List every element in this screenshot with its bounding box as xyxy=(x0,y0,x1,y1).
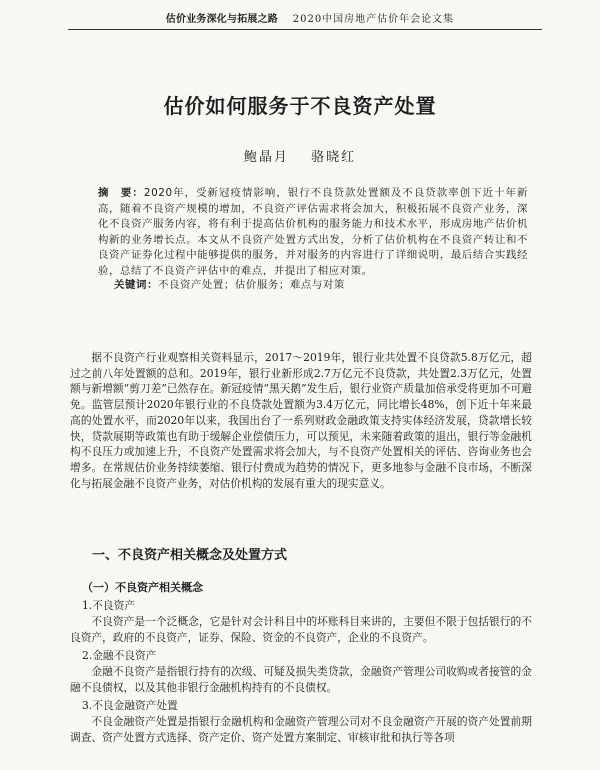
section-heading: 一、不良资产相关概念及处置方式 xyxy=(92,548,288,563)
header-section-title: 估价业务深化与拓展之路 xyxy=(165,14,278,25)
author-2: 骆晓红 xyxy=(311,150,357,165)
running-header xyxy=(0,0,600,30)
article-title: 估价如何服务于不良资产处置 xyxy=(163,94,437,118)
item-heading: 1.不良资产 xyxy=(82,599,135,612)
author-1: 鲍晶月 xyxy=(243,150,289,165)
abstract xyxy=(98,186,528,280)
article-authors xyxy=(60,146,540,165)
item-heading: 3.不良金融资产处置 xyxy=(82,699,178,712)
running-header-text xyxy=(100,10,520,25)
keywords xyxy=(114,278,534,293)
header-rule xyxy=(68,29,542,30)
item-paragraph: 不良资产是一个泛概念，它是针对会计科目中的坏账科目来讲的，主要但不限于包括银行的不良资产，政府的不良资产，证券、保险、资金的不良资产，企业的不良资产。 xyxy=(70,615,532,644)
item-heading: 2.金融不良资产 xyxy=(82,649,157,662)
intro-paragraph: 据不良资产行业观察相关资料显示，2017～2019年，银行业共处置不良贷款5.8万亿元，超过之前八年处置额的总和。2019年，银行业新形成2.7万亿元不良贷款，共处置2.3万亿元，处置额与新增额“剪刀差”已然存在。新冠疫情“黑天鹅”发生后，银行业资产质量加倍承受将更加不可避免。监管层预计2020年银行业的不良贷款处置额为3.4万亿元，同比增长48%，创下近十年来最高的处置水平，而2020年以来，我国出台了一系列财政金融政策支持实体经济发展，贷款增长较快，贷款展期等政策也有助于缓解企业偿债压力，可以预见，未来随着政策的退出，银行等金融机构不良压力或加速上升，不良资产处置需求将会加大，与不良资产处置相关的评估、咨询业务也会增多。在常规估价业务持续萎缩、银行付费成为趋势的情况下，更多地参与金融不良市场，不断深化与拓展金融不良资产业务，对估价机构的发展有重大的现实意义。 xyxy=(70,351,532,490)
abstract-text: 2020年，受新冠疫情影响，银行不良贷款处置额及不良贷款率创下近十年新高，随着不良资产规模的增加，不良资产评估需求将会加大，积极拓展不良资产业务，深化不良资产服务内容，将有利于提高估价机构的服务能力和技术水平，形成房地产估价机构新的业务增长点。本文从不良资产处置方式出发，分析了估价机构在不良资产转让和不良资产证券化过程中能够提供的服务，并对服务的内容进行了详细说明，最后结合实践经验，总结了不良资产评估中的难点，并提出了相应对策。 xyxy=(98,187,528,277)
item-paragraph: 不良金融资产处置是指银行金融机构和金融资产管理公司对不良金融资产开展的资产处置前期调查、资产处置方式选择、资产定价、资产处置方案制定、审核审批和执行等各项 xyxy=(70,715,532,744)
keywords-text: 不良资产处置；估价服务；难点与对策 xyxy=(157,279,345,291)
keywords-label: 关键词： xyxy=(114,279,158,291)
subsection-heading: （一）不良资产相关概念 xyxy=(82,581,203,594)
header-journal-title: 2020中国房地产估价年会论文集 xyxy=(292,14,455,25)
abstract-label: 摘 要： xyxy=(98,187,144,199)
item-paragraph: 金融不良资产是指银行持有的次级、可疑及损失类贷款，金融资产管理公司收购或者接管的金融不良债权，以及其他非银行金融机构持有的不良债权。 xyxy=(70,665,532,694)
